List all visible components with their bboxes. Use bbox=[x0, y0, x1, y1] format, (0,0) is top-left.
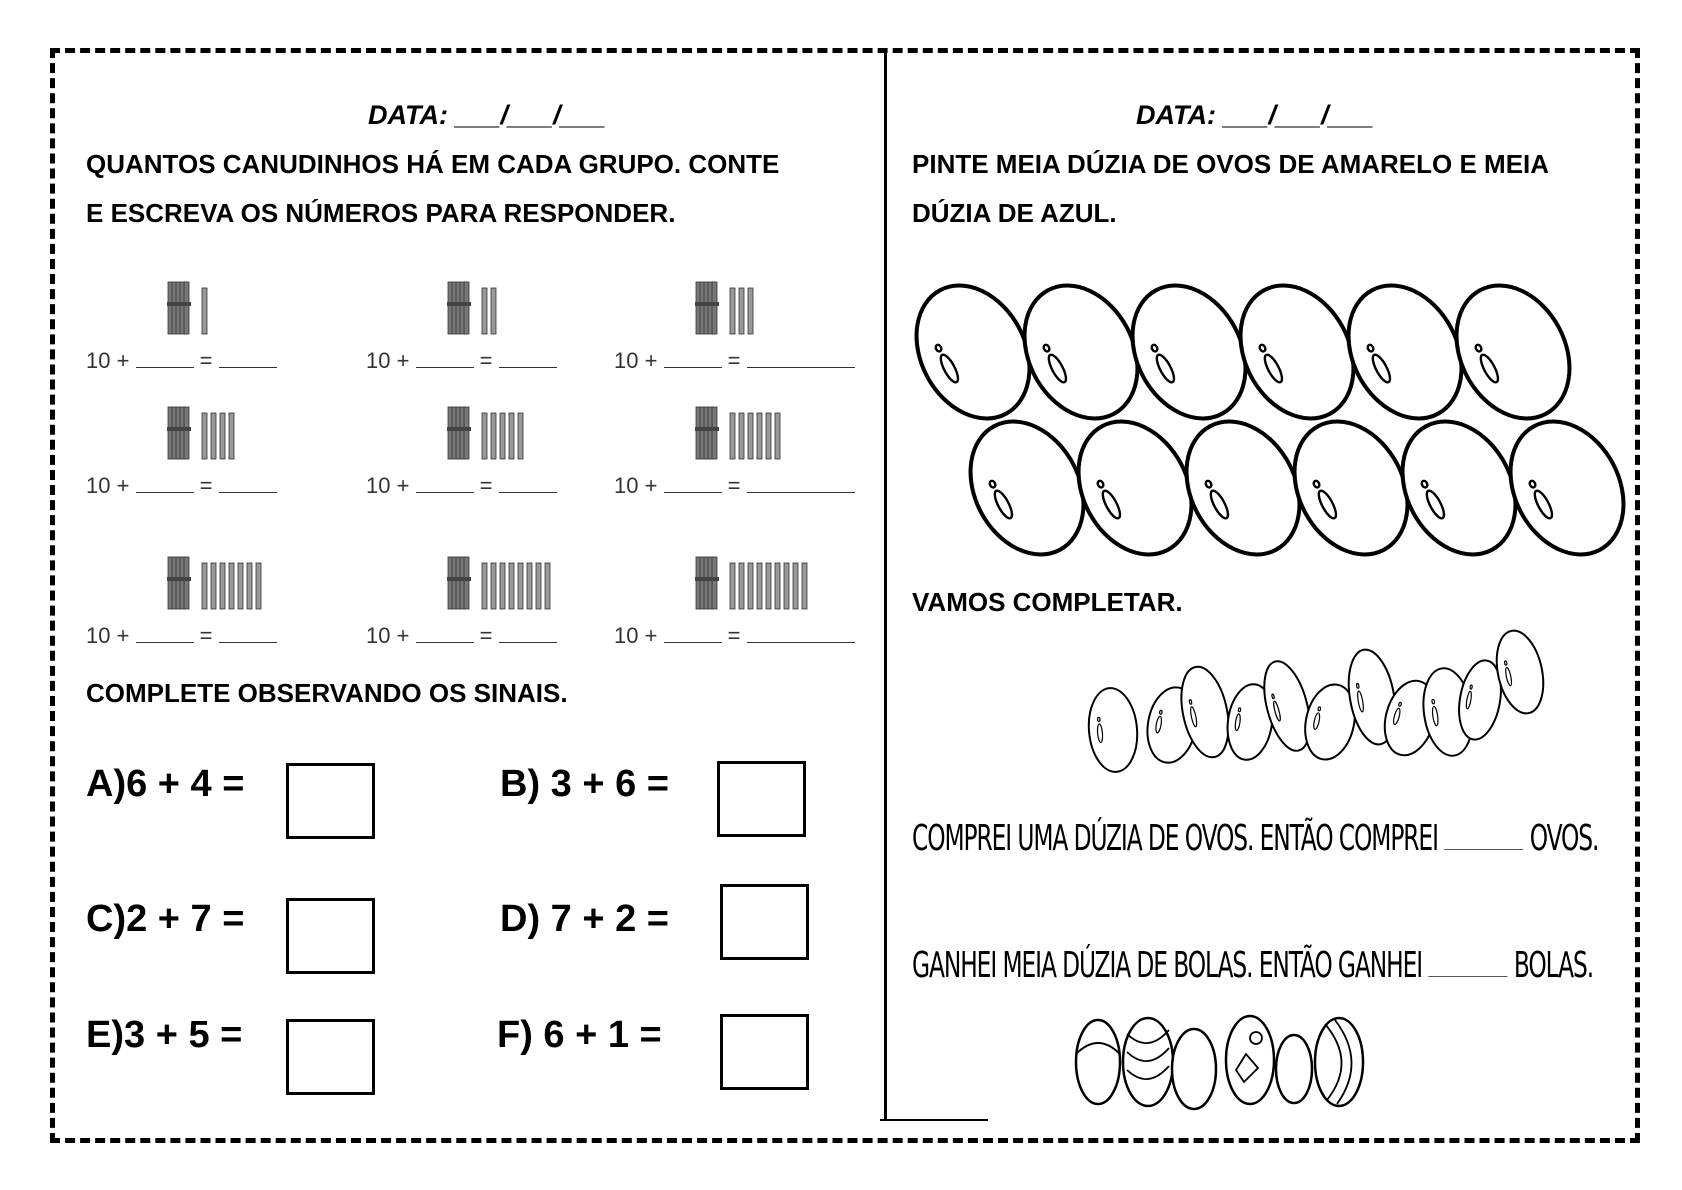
left-date-field: DATA: ___/___/___ bbox=[368, 100, 606, 130]
equals-sign: = bbox=[721, 348, 747, 373]
equation-prefix: 10 + bbox=[614, 473, 664, 498]
sum-expression: F) 6 + 1 = bbox=[497, 1014, 662, 1056]
right-date-field: DATA: ___/___/___ bbox=[1136, 100, 1374, 130]
left-instruction-line-1: QUANTOS CANUDINHOS HÁ EM CADA GRUPO. CONTE bbox=[86, 149, 780, 179]
equation-prefix: 10 + bbox=[614, 623, 664, 648]
equals-sign: = bbox=[473, 473, 499, 498]
equation-prefix: 10 + bbox=[366, 623, 416, 648]
equals-sign: = bbox=[193, 623, 219, 648]
equation-prefix: 10 + bbox=[86, 348, 136, 373]
equals-sign: = bbox=[721, 623, 747, 648]
sentence-eggs-start: COMPREI UMA DÚZIA DE OVOS. ENTÃO COMPREI bbox=[912, 818, 1438, 859]
equation-prefix: 10 + bbox=[366, 348, 416, 373]
equation-prefix: 10 + bbox=[86, 473, 136, 498]
ball-icon[interactable] bbox=[1172, 1029, 1216, 1109]
sum-expression: D) 7 + 2 = bbox=[500, 898, 669, 940]
sum-expression: A)6 + 4 = bbox=[86, 763, 245, 805]
equation-prefix: 10 + bbox=[614, 348, 664, 373]
equation-prefix: 10 + bbox=[86, 623, 136, 648]
equals-sign: = bbox=[473, 623, 499, 648]
right-instruction-line-1: PINTE MEIA DÚZIA DE OVOS DE AMARELO E MEIA bbox=[912, 149, 1550, 179]
sum-expression: B) 3 + 6 = bbox=[500, 763, 669, 805]
sentence-balls-start: GANHEI MEIA DÚZIA DE BOLAS. ENTÃO GANHEI bbox=[912, 945, 1423, 986]
sentence-balls-end: BOLAS. bbox=[1513, 945, 1594, 986]
equals-sign: = bbox=[193, 473, 219, 498]
equals-sign: = bbox=[473, 348, 499, 373]
sum-expression: C)2 + 7 = bbox=[86, 898, 245, 940]
ball-icon[interactable] bbox=[1226, 1016, 1274, 1104]
sum-expression: E)3 + 5 = bbox=[86, 1014, 243, 1056]
ball-icon[interactable] bbox=[1076, 1020, 1120, 1104]
sentence-eggs-end: OVOS. bbox=[1529, 818, 1599, 859]
section2-title: COMPLETE OBSERVANDO OS SINAIS. bbox=[86, 678, 568, 708]
ball-icon[interactable] bbox=[1315, 1018, 1363, 1106]
right-instruction-line-2: DÚZIA DE AZUL. bbox=[912, 198, 1117, 228]
ball-icon[interactable] bbox=[1276, 1035, 1312, 1103]
left-instruction-line-2: E ESCREVA OS NÚMEROS PARA RESPONDER. bbox=[86, 198, 676, 228]
vamos-completar-title: VAMOS COMPLETAR. bbox=[912, 587, 1183, 617]
equation-prefix: 10 + bbox=[366, 473, 416, 498]
equals-sign: = bbox=[193, 348, 219, 373]
equals-sign: = bbox=[721, 473, 747, 498]
ball-icon[interactable] bbox=[1123, 1018, 1173, 1106]
